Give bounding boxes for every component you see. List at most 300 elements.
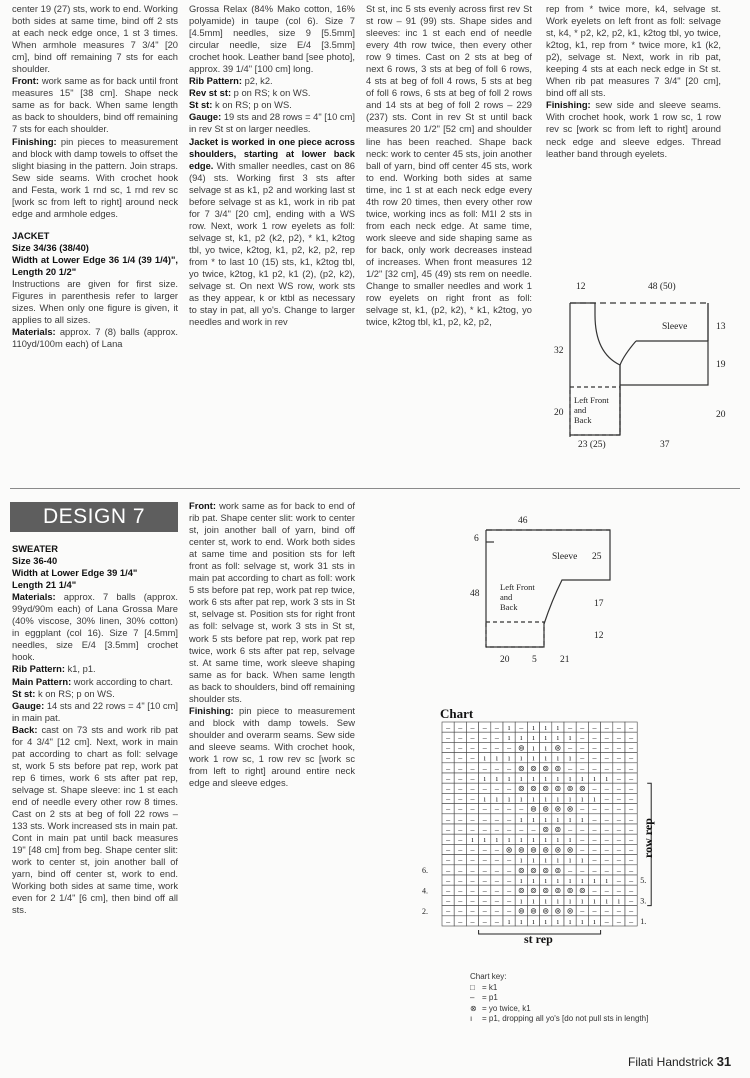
chart-symbol: – — [470, 794, 475, 804]
chart-symbol: – — [470, 855, 475, 865]
chart-symbol: ⊚ — [578, 886, 586, 896]
chart-symbol: – — [616, 825, 621, 834]
chart-symbol: – — [470, 733, 475, 743]
chart-symbol: – — [494, 825, 499, 834]
chart-symbol: – — [616, 876, 621, 885]
chart-symbol: – — [446, 784, 451, 794]
chart-symbol: – — [629, 814, 634, 824]
chart-symbol: ı — [568, 835, 572, 845]
col2-paragraph — [189, 87, 355, 99]
chart-st-rep: st rep — [524, 932, 553, 946]
chart-symbol: ⊚ — [554, 825, 562, 834]
chart-symbol: ı — [520, 753, 523, 763]
chart-symbol: ⊚ — [530, 886, 537, 896]
chart-symbol: ı — [507, 753, 511, 763]
chart-symbol: ⊚ — [517, 906, 525, 916]
chart-symbol: – — [482, 825, 487, 834]
chart-symbol: – — [446, 916, 451, 926]
chart-symbol: – — [616, 763, 621, 773]
chart-symbol: – — [458, 763, 463, 773]
chart-symbol: – — [494, 784, 499, 794]
chart-symbol: – — [446, 733, 451, 743]
chart-symbol: – — [482, 906, 487, 916]
chart-symbol: – — [482, 855, 487, 865]
d2-bottom-left: 20 — [500, 655, 510, 665]
chart-symbol: – — [446, 896, 451, 906]
col2-text: p2, k2. — [244, 76, 273, 87]
col2-paragraph — [189, 75, 355, 87]
chart-symbol: ı — [568, 774, 572, 783]
chart-symbol: – — [616, 733, 621, 743]
chart-symbol: – — [507, 804, 512, 814]
chart-symbol: ⊚ — [517, 886, 525, 896]
d7-width: Width at Lower Edge 39 1/4" — [12, 568, 138, 579]
chart-key-symbol: – — [470, 993, 475, 1002]
chart-symbol: – — [629, 804, 634, 814]
chart-symbol: – — [629, 865, 634, 875]
col2b-paragraph — [189, 705, 355, 789]
chart-symbol: – — [482, 876, 487, 885]
chart-symbol: ⊚ — [530, 845, 537, 855]
chart-key-text: = yo twice, k1 — [482, 1003, 531, 1013]
column-3-top — [366, 3, 532, 328]
chart-symbol: – — [446, 876, 451, 885]
chart-symbol: ı — [507, 723, 511, 732]
chart-symbol: ı — [520, 794, 523, 804]
d1-piece-1: Left Front — [574, 395, 609, 405]
chart-symbol: – — [446, 743, 451, 753]
chart-symbol: ⊚ — [554, 804, 562, 814]
chart-symbol: ı — [532, 896, 535, 906]
chart-symbol: – — [580, 733, 585, 743]
chart-symbol: – — [592, 845, 597, 855]
chart-symbol: ⊚ — [530, 804, 537, 814]
chart-symbol: – — [604, 723, 609, 732]
d1-right-mid: 19 — [716, 360, 726, 370]
chart-symbol: – — [482, 763, 487, 773]
chart-symbol: – — [616, 743, 621, 753]
chart-symbol: ı — [532, 743, 535, 753]
chart-symbol: – — [592, 855, 597, 865]
chart-symbol: – — [470, 896, 475, 906]
sweater-schematic — [460, 512, 650, 672]
chart-left-row-number: 2. — [422, 906, 428, 916]
d1-piece-2: and — [574, 405, 587, 415]
chart-symbol: – — [629, 876, 634, 885]
chart-symbol: ⊚ — [530, 784, 537, 794]
chart-symbol: – — [494, 814, 499, 824]
chart-symbol: – — [494, 876, 499, 885]
chart-symbol: ı — [544, 855, 547, 865]
d1-top-left: 12 — [576, 282, 586, 292]
chart-symbol: ı — [568, 876, 572, 885]
chart-symbol: ⊚ — [578, 784, 586, 794]
chart-symbol: – — [616, 723, 621, 732]
d1-left-low: 20 — [554, 408, 564, 418]
chart-symbol: – — [616, 845, 621, 855]
chart-symbol: – — [470, 814, 475, 824]
chart-symbol: – — [482, 845, 487, 855]
chart-symbol: – — [604, 916, 609, 926]
chart-symbol: ı — [544, 774, 547, 783]
d1-bottom-left: 23 (25) — [578, 440, 606, 450]
chart-symbol: – — [458, 906, 463, 916]
col2-heading: St st: — [189, 100, 213, 111]
chart-symbol: – — [629, 774, 634, 783]
chart-symbol: – — [580, 804, 585, 814]
chart-symbol: ı — [617, 896, 621, 906]
chart-symbol: ⊚ — [554, 865, 562, 875]
chart-symbol: ı — [568, 896, 572, 906]
column-2-top — [189, 3, 355, 328]
jacket-width: Width at Lower Edge 36 1/4 (39 1/4)", Length 20 1/2" — [12, 254, 178, 277]
jacket-instructions: Instructions are given for first size. Figures in parenthesis refer to larger sizes. When only one figure is given, it applies to all sizes. — [12, 279, 178, 326]
chart-symbol: – — [446, 865, 451, 875]
chart-symbol: – — [458, 753, 463, 763]
chart-key-symbol: □ — [470, 982, 475, 992]
chart-symbol: – — [616, 855, 621, 865]
d1-top-right: 48 (50) — [648, 282, 676, 292]
d2-right-low: 12 — [594, 631, 604, 641]
chart-symbol: – — [446, 774, 451, 783]
chart-symbol: ı — [556, 876, 560, 885]
chart-symbol: – — [482, 723, 487, 732]
chart-symbol: – — [507, 865, 512, 875]
chart-symbol: – — [482, 814, 487, 824]
chart-left-row-number: 6. — [422, 866, 428, 875]
chart-symbol: – — [568, 723, 573, 732]
chart-symbol: – — [470, 865, 475, 875]
chart-symbol: ⊚ — [517, 763, 525, 773]
chart-symbol: ⊚ — [542, 886, 550, 896]
chart-symbol: – — [494, 886, 499, 896]
chart-symbol: – — [470, 825, 475, 834]
d7-paragraphs — [12, 591, 178, 916]
chart-symbol: – — [629, 906, 634, 916]
chart-symbol: – — [629, 784, 634, 794]
chart-symbol: – — [507, 855, 512, 865]
chart-symbol: – — [568, 743, 573, 753]
chart-symbol: ı — [544, 753, 547, 763]
chart-symbol: ı — [520, 733, 523, 743]
chart-symbol: ⊚ — [542, 825, 550, 834]
page-footer — [628, 1054, 731, 1069]
d2-sleeve-num: 25 — [592, 552, 602, 562]
chart-symbol: – — [446, 753, 451, 763]
chart-symbol: ı — [520, 774, 523, 783]
chart-key-text: = p1 — [482, 993, 498, 1002]
chart-symbol: – — [604, 814, 609, 824]
col2-heading: Rev st st: — [189, 88, 232, 99]
chart-key-text: = k1 — [482, 982, 498, 992]
jacket-title: JACKET — [12, 230, 50, 241]
chart-symbol: ı — [520, 876, 523, 885]
chart-symbol: ı — [520, 835, 523, 845]
chart-symbol: ı — [556, 774, 560, 783]
chart-key-item — [470, 983, 648, 994]
d7-title: SWEATER — [12, 544, 59, 554]
chart-symbol: ⊚ — [566, 906, 574, 916]
chart-symbol: – — [494, 906, 499, 916]
col1-text: center 19 (27) sts, work to end. Working both sides at same time, bind off 2 sts at each neck edge once, 1 st 3 times. When armhole measures 7 3/4" [20 cm], bind off remaining 7 sts for each shoulder. — [12, 4, 178, 75]
chart-symbol: – — [604, 794, 609, 804]
chart-symbol: – — [592, 825, 597, 834]
chart-symbol: ı — [568, 814, 572, 824]
chart-symbol: ı — [520, 896, 523, 906]
chart-symbol: – — [458, 855, 463, 865]
chart-symbol: ⊚ — [542, 784, 550, 794]
chart-row-rep: row rep — [641, 818, 655, 858]
chart-symbol: – — [604, 855, 609, 865]
chart-symbol: – — [458, 774, 463, 783]
chart-symbol: – — [494, 733, 499, 743]
chart-title: Chart — [440, 706, 474, 721]
chart-symbol: ı — [483, 753, 486, 763]
chart-symbol: ⊚ — [542, 845, 550, 855]
chart-symbol: ı — [556, 896, 560, 906]
chart-symbol: – — [482, 896, 487, 906]
chart-symbol: – — [592, 784, 597, 794]
d7-text: 14 sts and 22 rows = 4" [10 cm] in main pat. — [12, 700, 178, 723]
chart-symbol: – — [482, 733, 487, 743]
design-banner: DESIGN 7 — [10, 502, 178, 532]
chart-symbol: – — [592, 865, 597, 875]
chart-symbol: – — [494, 743, 499, 753]
chart-symbol: – — [458, 896, 463, 906]
chart-symbol: – — [482, 916, 487, 926]
chart-symbol: ı — [581, 774, 584, 783]
chart-symbol: – — [458, 814, 463, 824]
chart-symbol: ı — [532, 876, 535, 885]
chart-symbol: – — [616, 814, 621, 824]
chart-symbol: ⊚ — [517, 865, 525, 875]
chart-symbol: – — [580, 825, 585, 834]
col2-paragraph — [189, 99, 355, 111]
chart-symbol: – — [507, 896, 512, 906]
chart-symbol: ⊚ — [505, 845, 513, 855]
chart-symbol: ı — [532, 835, 535, 845]
d2-bottom-mid: 5 — [532, 655, 537, 665]
chart-symbol: – — [482, 743, 487, 753]
chart-symbol: ı — [507, 794, 511, 804]
col4-paragraph — [546, 99, 721, 159]
chart-symbol: ı — [495, 774, 499, 783]
chart-symbol: – — [629, 763, 634, 773]
chart-symbol: ⊚ — [530, 906, 537, 916]
chart-key-symbol: ı — [470, 1014, 473, 1023]
chart-symbol: ⊚ — [554, 743, 562, 753]
chart-symbol: ı — [544, 733, 547, 743]
d2-bottom-right: 21 — [560, 655, 570, 665]
chart-symbol: ı — [483, 835, 486, 845]
chart-symbol: – — [629, 845, 634, 855]
chart-symbol: ı — [544, 794, 547, 804]
chart-symbol: – — [494, 804, 499, 814]
chart-symbol: – — [458, 916, 463, 926]
chart-symbol: ı — [593, 916, 596, 926]
chart-symbol: – — [482, 804, 487, 814]
chart-symbol: – — [592, 886, 597, 896]
chart-symbol: ⊚ — [517, 845, 525, 855]
design7-column-1 — [12, 543, 178, 916]
chart-symbol: – — [507, 886, 512, 896]
chart-symbol: – — [482, 865, 487, 875]
col1-paragraph — [12, 3, 178, 75]
chart-symbol: ⊚ — [554, 784, 562, 794]
chart-symbol: ı — [605, 774, 608, 783]
chart-symbol: – — [519, 804, 524, 814]
chart-symbol: – — [629, 743, 634, 753]
chart-symbol: ı — [544, 723, 547, 732]
jacket-size: Size 34/36 (38/40) — [12, 242, 89, 253]
col1-paragraphs — [12, 3, 178, 220]
chart-symbol: – — [580, 743, 585, 753]
chart-symbol: – — [458, 804, 463, 814]
chart-symbol: ı — [483, 794, 486, 804]
col2-text: 19 sts and 28 rows = 4" [10 cm] in rev St st on larger needles. — [189, 112, 355, 135]
col2b-heading: Front: — [189, 501, 216, 511]
chart-symbol: – — [470, 804, 475, 814]
chart-symbol: ⊚ — [554, 906, 562, 916]
chart-symbol: – — [470, 845, 475, 855]
chart-symbol: – — [446, 845, 451, 855]
chart-symbol: ⊚ — [554, 886, 562, 896]
chart-symbol: – — [592, 906, 597, 916]
chart-right-row-number: 5. — [640, 876, 647, 886]
chart-symbol: ı — [507, 835, 511, 845]
chart-symbol: ı — [593, 794, 596, 804]
chart-symbol: – — [446, 835, 451, 845]
chart-symbol: ı — [544, 814, 547, 824]
d7-length: Length 21 1/4" — [12, 580, 77, 591]
chart-symbol: – — [629, 753, 634, 763]
d7-paragraph — [12, 700, 178, 724]
chart-symbol: – — [507, 763, 512, 773]
chart-symbol: – — [604, 906, 609, 916]
chart-symbol: – — [592, 763, 597, 773]
chart-symbol: ⊚ — [542, 763, 550, 773]
chart-symbol: – — [507, 825, 512, 834]
chart-symbol: – — [580, 835, 585, 845]
col2-text: p on RS; k on WS. — [233, 88, 311, 99]
chart-symbol: ı — [532, 814, 535, 824]
chart-symbol: – — [446, 804, 451, 814]
chart-symbol: – — [458, 845, 463, 855]
chart-symbol: – — [629, 794, 634, 804]
stitch-chart — [420, 700, 690, 965]
chart-symbol: – — [616, 865, 621, 875]
chart-symbol: – — [531, 825, 536, 834]
chart-symbol: – — [604, 845, 609, 855]
col4-text: sew side and sleeve seams. With crochet hook, work 1 row sc, 1 row rev sc [work sc from left to right] around neck edge and sleeve edges. Thread leather band through eyelets. — [546, 100, 721, 159]
chart-symbol: ı — [593, 896, 596, 906]
chart-key-symbol: ⊗ — [470, 1003, 477, 1013]
d1-bottom-right: 37 — [660, 440, 670, 450]
chart-symbol: ı — [581, 896, 584, 906]
chart-symbol: ı — [495, 835, 499, 845]
chart-symbol: – — [494, 865, 499, 875]
d7-text: work according to chart. — [73, 676, 173, 687]
chart-symbol: ı — [532, 774, 535, 783]
chart-symbol: ı — [544, 916, 547, 926]
chart-symbol: – — [592, 723, 597, 732]
d1-piece-3: Back — [574, 415, 592, 425]
chart-symbol: – — [629, 855, 634, 865]
d1-right-low: 20 — [716, 410, 726, 420]
chart-symbol: – — [580, 753, 585, 763]
chart-symbol: – — [592, 804, 597, 814]
chart-symbol: ⊚ — [554, 845, 562, 855]
chart-symbol: ı — [507, 916, 511, 926]
chart-symbol: – — [446, 886, 451, 896]
col1-text: pin pieces to measurement and block with damp towels to offset the slight biasing in the pattern. Join straps. Sew side seams. With crochet hook and Festa, work 1 rnd sc, 1 rnd rev sc [work sc from left to right] around neck edge and armhole edges. — [12, 136, 178, 219]
chart-symbol: – — [470, 774, 475, 783]
d2-neck: 6 — [474, 534, 479, 544]
d7-heading: Materials: — [12, 592, 56, 603]
chart-symbol: ⊚ — [566, 784, 574, 794]
d7-heading: Main Pattern: — [12, 676, 72, 687]
chart-symbol: – — [446, 814, 451, 824]
col2-heading: Jacket is worked in one piece across shoulders, starting at lower back edge. — [189, 136, 355, 171]
chart-symbol: – — [604, 804, 609, 814]
chart-symbol: – — [507, 814, 512, 824]
chart-symbol: ı — [544, 835, 547, 845]
d7-paragraph — [12, 688, 178, 700]
chart-symbol: ⊚ — [530, 763, 537, 773]
col2-heading: Gauge: — [189, 112, 222, 123]
chart-symbol: ı — [556, 835, 560, 845]
col2-text: Grossa Relax (84% Mako cotton, 16% polyamide) in taupe (col 6). Size 7 [4.5mm] needles, size 9 [5.5mm] circular needle, size E/4 [3.5mm] crochet hook. Leather band [see photo], approx. 39 1/4" [100 cm] long. — [189, 4, 355, 75]
chart-symbol: – — [616, 794, 621, 804]
chart-symbol: – — [519, 825, 524, 834]
chart-left-row-number: 4. — [422, 886, 428, 896]
chart-symbol: ⊚ — [517, 743, 525, 753]
d2-piece-3: Back — [500, 602, 518, 612]
chart-symbol: ı — [483, 774, 486, 783]
chart-symbol: – — [470, 906, 475, 916]
chart-symbol: ı — [605, 896, 608, 906]
col1-heading: Front: — [12, 76, 39, 87]
chart-symbol: ı — [581, 916, 584, 926]
chart-symbol: – — [470, 784, 475, 794]
d2-piece-1: Left Front — [500, 582, 535, 592]
chart-key — [470, 972, 648, 1025]
chart-symbol: – — [458, 723, 463, 732]
chart-symbol: – — [592, 733, 597, 743]
chart-symbol: – — [446, 825, 451, 834]
d1-sleeve: Sleeve — [662, 322, 688, 332]
chart-key-item — [470, 1014, 648, 1025]
chart-symbol: – — [458, 865, 463, 875]
chart-symbol: – — [592, 835, 597, 845]
jacket-schematic — [540, 275, 740, 450]
d2-right-mid: 17 — [594, 599, 604, 609]
chart-symbol: – — [568, 825, 573, 834]
chart-symbol: ı — [544, 743, 547, 753]
chart-symbol: – — [470, 723, 475, 732]
d2-left-height: 48 — [470, 589, 480, 599]
chart-symbol: – — [494, 723, 499, 732]
d1-sleeve-num: 13 — [716, 322, 726, 332]
chart-symbol: – — [629, 733, 634, 743]
col4-text: rep from * twice more, k4, selvage st. Work eyelets on left front as foll: selvage st, k4, * p2, k2, p2, k1, k2tog tbl, yo twice, k2tog, k1, rep from * twice more, k1 (k2, p2), selvage st. Next, work in rib pat, keeping 4 sts at each neck edge in St st. When rib pat measures 7 3/4" [20 cm], bind off all sts. — [546, 4, 721, 99]
chart-symbol: – — [616, 753, 621, 763]
d7-paragraph — [12, 676, 178, 688]
chart-symbol: – — [580, 763, 585, 773]
d7-paragraph — [12, 591, 178, 663]
chart-symbol: – — [629, 835, 634, 845]
col2-paragraph — [189, 136, 355, 329]
